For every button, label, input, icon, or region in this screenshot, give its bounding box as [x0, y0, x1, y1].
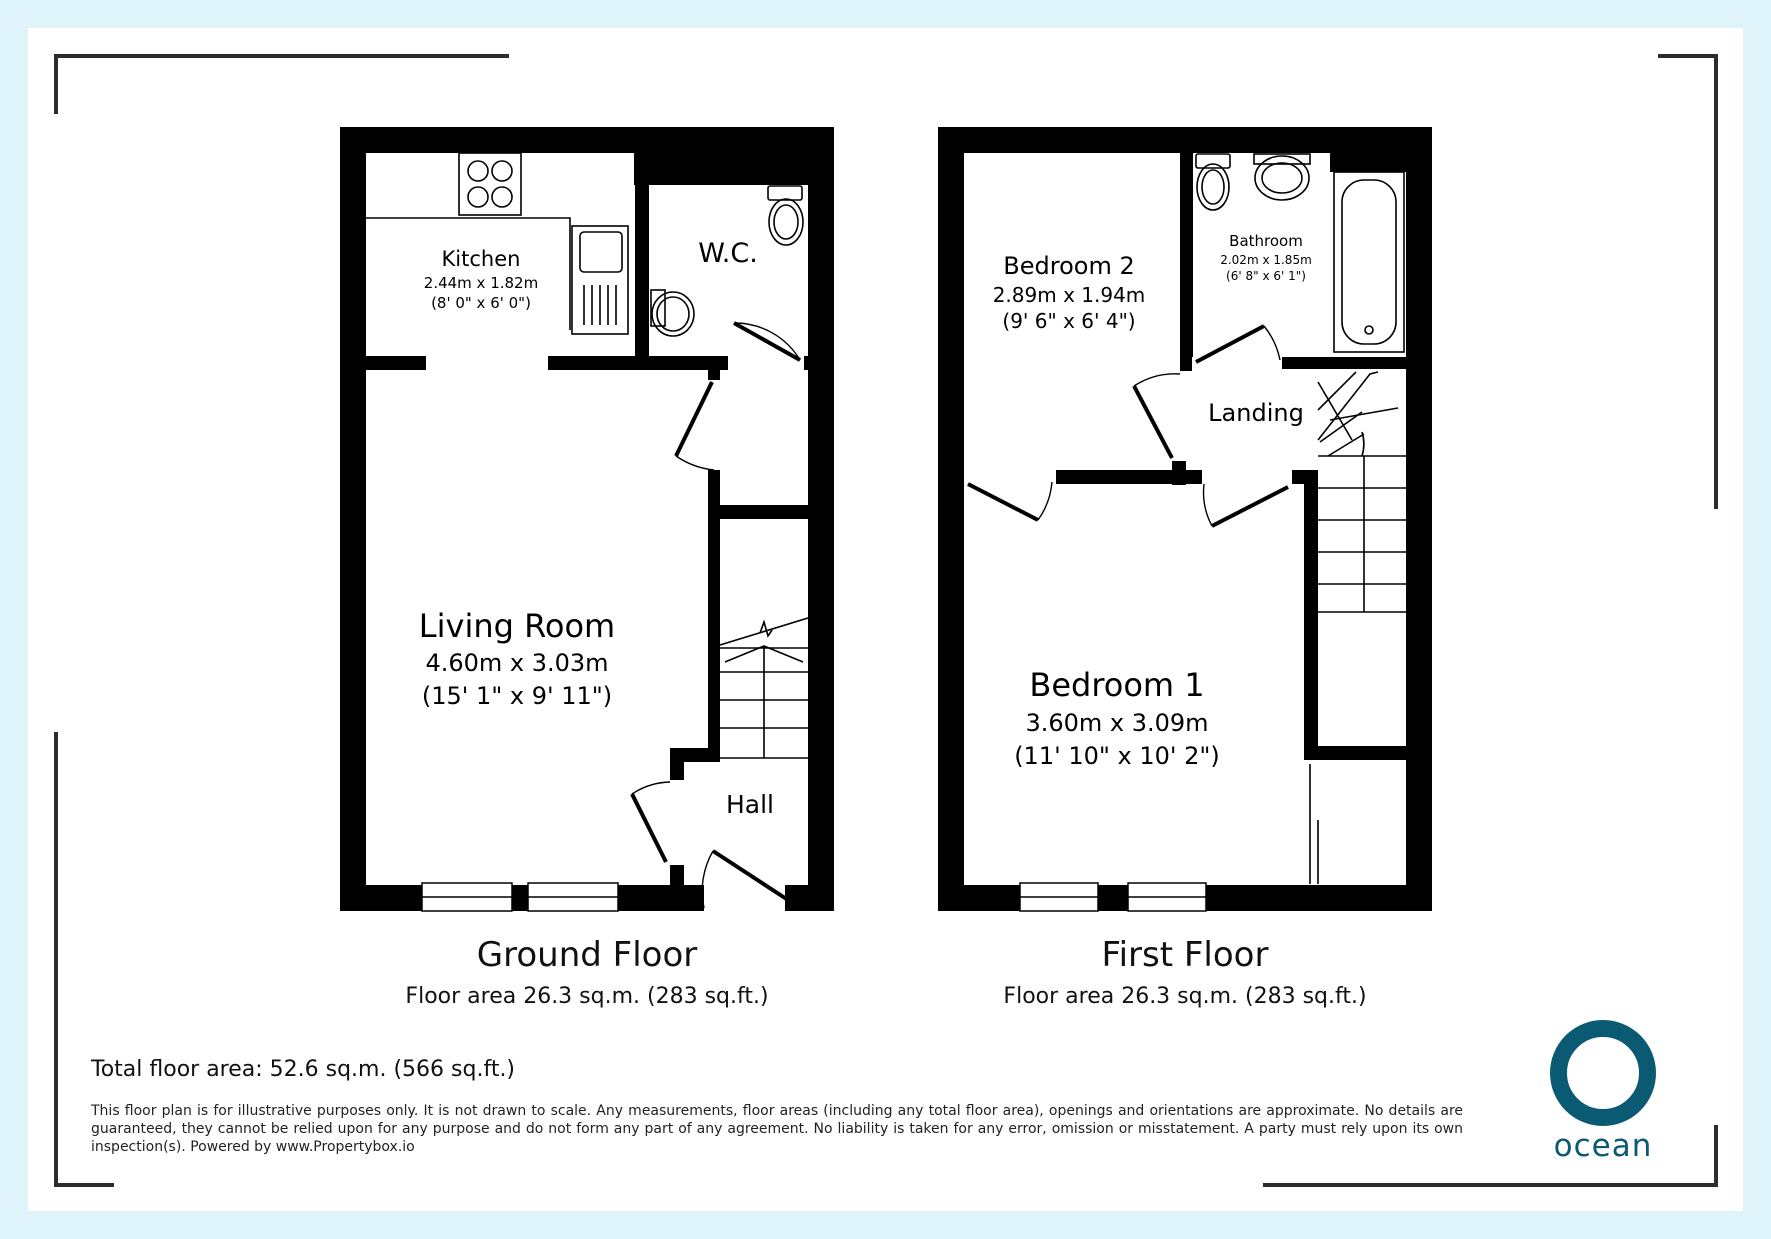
wc-cistern — [768, 186, 802, 200]
living-room-door — [676, 382, 712, 456]
hall-wall-bottom-stub — [670, 865, 684, 887]
disclaimer-text: This floor plan is for illustrative purposes only. It is not drawn to scale. Any measurements, floor areas (including any total floor area), openings and orientations are approximate. No details are guaranteed, they cannot be relied upon for any purpose and do not form any part of any agreement. No liability is taken for any error, omission or misstatement. A party must rely upon its own inspection(s). Powered by www.Propertybox.io — [91, 1103, 1463, 1155]
living-room-dim-imperial: (15' 1" x 9' 11") — [421, 682, 613, 710]
bathroom-door-swing — [1264, 326, 1280, 360]
bath-landing-wall — [1282, 357, 1432, 369]
bedroom1-label: Bedroom 1 — [1029, 666, 1205, 704]
wc-toilet-bowl-inner — [774, 205, 798, 239]
first-wall-right — [1406, 127, 1432, 911]
first-wall-left — [938, 127, 964, 911]
bed2-door-jamb — [1180, 355, 1192, 371]
kitchen-dim-imperial: (8' 0" x 6' 0") — [431, 294, 531, 312]
bath-basin-inner — [1262, 163, 1302, 193]
ground-stairs-arrow — [720, 618, 808, 758]
bathtub-inner — [1342, 180, 1396, 344]
kitchen-dim-metric: 2.44m x 1.82m — [423, 274, 539, 292]
hall-wall-top-stub — [708, 356, 720, 380]
hob-burner — [468, 187, 488, 207]
bedroom2-dim-imperial: (9' 6" x 6' 4") — [1002, 309, 1136, 333]
bed2-bath-wall — [1180, 127, 1193, 357]
bedroom1-dim-imperial: (11' 10" x 10' 2") — [1014, 742, 1220, 770]
hob — [459, 153, 521, 215]
kitchen-wc-wall — [635, 127, 649, 357]
wc-door — [734, 323, 800, 360]
living-room-label: Living Room — [418, 607, 616, 645]
wc-label: W.C. — [698, 238, 758, 269]
bath-toilet-inner — [1202, 170, 1224, 204]
landing-label: Landing — [1208, 399, 1304, 427]
bathroom-dim-imperial: (6' 8" x 6' 1") — [1226, 269, 1306, 283]
landing-jamb — [1172, 461, 1186, 485]
bedroom2-label: Bedroom 2 — [1003, 252, 1135, 280]
hall-label: Hall — [725, 790, 775, 819]
hob-burner — [492, 161, 512, 181]
bedroom2-door-swing — [1038, 482, 1052, 520]
ground-wall-bottom-left — [340, 885, 704, 911]
living-room-dim-metric: 4.60m x 3.03m — [425, 649, 609, 677]
wc-basin — [652, 292, 694, 336]
bedroom1-door — [1212, 487, 1288, 526]
ocean-logo-text: ocean — [1553, 1128, 1653, 1164]
ground-floor-title: Ground Floor — [476, 935, 698, 975]
first-stairs-winders — [1318, 372, 1398, 456]
bedroom1-door-swing — [1204, 484, 1212, 526]
wc-top-wall — [634, 127, 834, 185]
ground-floor-area: Floor area 26.3 sq.m. (283 sq.ft.) — [405, 984, 769, 1009]
bathroom-label: Bathroom — [1229, 232, 1303, 250]
hob-burner — [468, 161, 488, 181]
bathtub — [1334, 172, 1404, 352]
living-room-door-swing — [676, 456, 714, 470]
wc-door-jamb — [804, 356, 812, 370]
wc-basin-inner — [657, 297, 689, 331]
ground-wall-bottom-right — [785, 885, 834, 911]
ocean-ring-icon — [1550, 1020, 1656, 1126]
first-floor-title: First Floor — [1101, 935, 1269, 975]
ground-wall-right — [808, 127, 834, 911]
front-door — [713, 851, 788, 900]
ground-wall-left — [340, 127, 366, 911]
ocean-logo — [1548, 1020, 1658, 1164]
bedroom2-landing-door-swing — [1134, 374, 1180, 386]
stair-top-wall — [720, 505, 810, 519]
total-floor-area: Total floor area: 52.6 sq.m. (566 sq.ft.) — [91, 1057, 516, 1082]
sink-drainer — [584, 285, 616, 325]
bedroom2-landing-door — [1134, 386, 1172, 458]
cupboard-sliding-door — [1310, 764, 1318, 884]
hall-living-door — [632, 794, 666, 862]
hall-living-door-swing — [632, 782, 670, 794]
hall-wall-corner-stub — [670, 748, 684, 780]
bathtub-drain — [1365, 326, 1373, 334]
first-stairs-treads — [1318, 456, 1406, 612]
kitchen-label: Kitchen — [441, 247, 521, 271]
hob-burner — [492, 187, 512, 207]
stair-enclosure-wall — [1304, 470, 1318, 760]
first-stairs-arrow — [1318, 372, 1378, 440]
bathroom-door — [1196, 326, 1264, 362]
first-floor-plan — [938, 127, 1432, 911]
kitchen-living-wall-right — [548, 356, 728, 370]
bath-toilet-cistern — [1196, 154, 1230, 168]
bedroom2-door — [968, 484, 1038, 520]
first-floor-area: Floor area 26.3 sq.m. (283 sq.ft.) — [1003, 984, 1367, 1009]
bathroom-dim-metric: 2.02m x 1.85m — [1220, 253, 1312, 267]
bedroom1-dim-metric: 3.60m x 3.09m — [1025, 709, 1209, 737]
sink-bowl — [580, 232, 622, 272]
stair-bottom-wall — [1304, 746, 1432, 760]
kitchen-living-wall-left — [366, 356, 426, 370]
bath-top-block — [1330, 127, 1432, 172]
hall-living-wall — [708, 470, 720, 760]
bedroom2-dim-metric: 2.89m x 1.94m — [992, 283, 1146, 307]
